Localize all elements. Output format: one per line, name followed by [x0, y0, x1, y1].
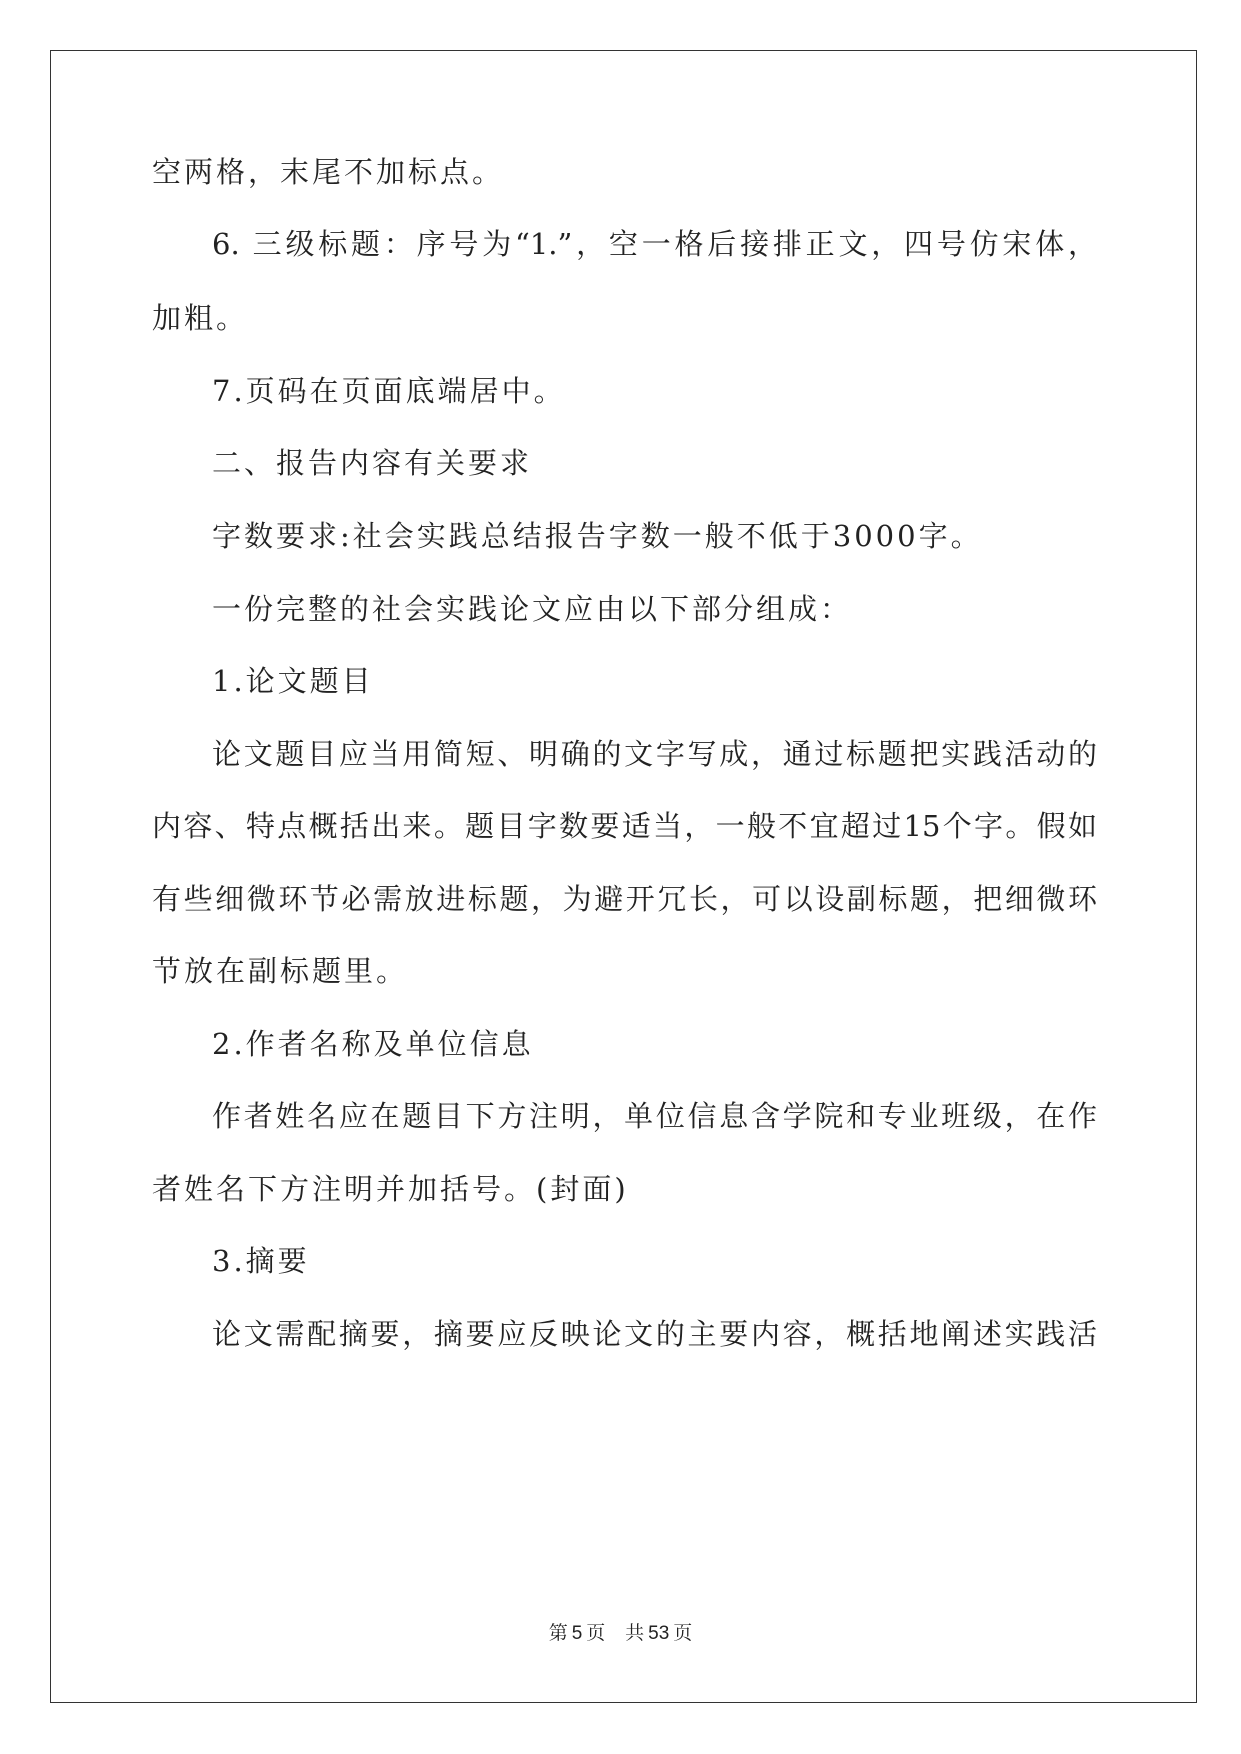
- footer-total-suffix: 页: [673, 1623, 693, 1644]
- subheading: 2.作者名称及单位信息: [212, 1027, 534, 1061]
- paragraph-line: 有些细微环节必需放进标题，为避开冗长，可以设副标题，把细微环: [152, 882, 1097, 916]
- paragraph-line: 一份完整的社会实践论文应由以下部分组成：: [212, 592, 853, 626]
- subheading: 1.论文题目: [212, 664, 374, 698]
- paragraph-line: 加粗。: [152, 301, 249, 335]
- page-number: 5: [571, 1623, 583, 1644]
- paragraph-line: 作者姓名应在题目下方注明，单位信息含学院和专业班级，在作: [212, 1099, 1097, 1133]
- paragraph-line: 7.页码在页面底端居中。: [212, 374, 566, 408]
- paragraph-line: 论文题目应当用简短、明确的文字写成，通过标题把实践活动的: [212, 737, 1097, 771]
- subheading: 3.摘要: [212, 1244, 310, 1278]
- total-pages: 53: [648, 1623, 670, 1644]
- paragraph-line: 节放在副标题里。: [152, 954, 409, 988]
- paragraph-line: 者姓名下方注明并加括号。(封面): [152, 1172, 629, 1206]
- paragraph-line: 论文需配摘要，摘要应反映论文的主要内容，概括地阐述实践活: [212, 1317, 1097, 1351]
- paragraph-line: 空两格，末尾不加标点。: [152, 155, 505, 189]
- paragraph-line: 字数要求:社会实践总结报告字数一般不低于3000字。: [212, 519, 983, 553]
- footer-page-suffix: 页: [586, 1623, 606, 1644]
- page-footer: [0, 1618, 1241, 1645]
- paragraph-line: 6. 三级标题：序号为“1.”，空一格后接排正文，四号仿宋体，: [212, 227, 1097, 261]
- footer-total-prefix: 共: [625, 1623, 645, 1644]
- footer-prefix: 第: [548, 1623, 568, 1644]
- section-heading: 二、报告内容有关要求: [212, 446, 533, 480]
- paragraph-line: 内容、特点概括出来。题目字数要适当，一般不宜超过15个字。假如: [152, 809, 1097, 843]
